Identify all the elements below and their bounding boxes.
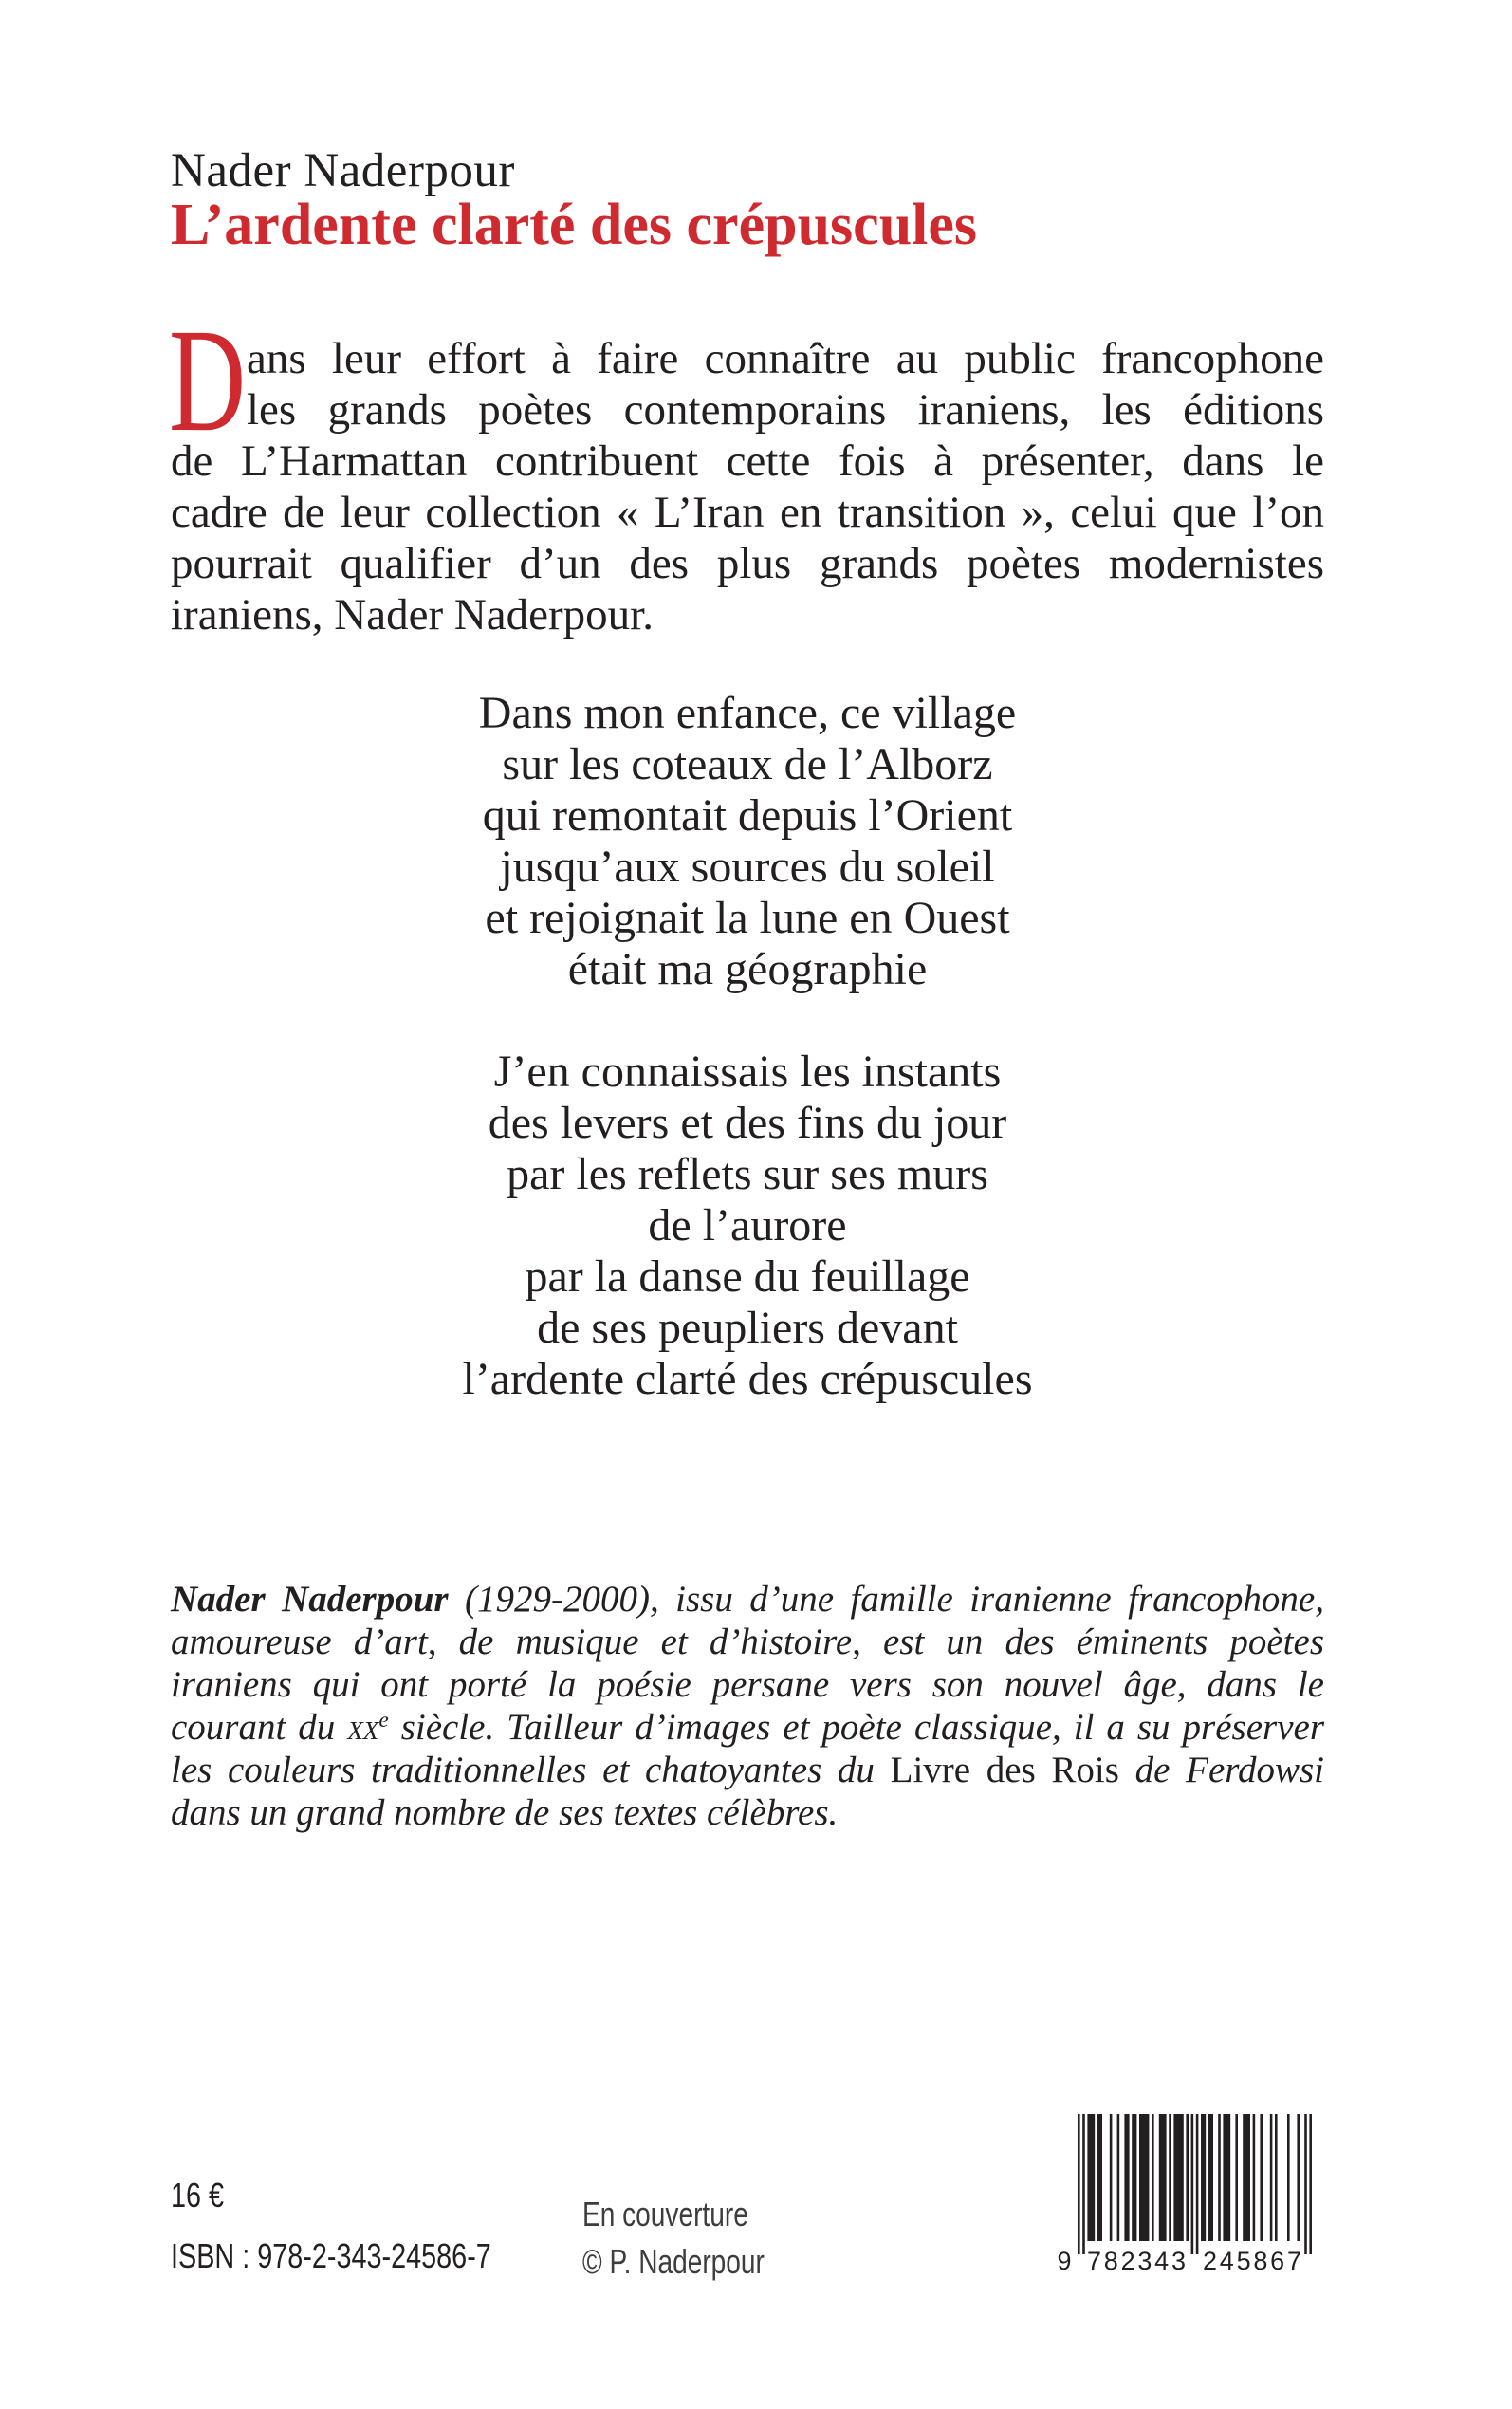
poem-line: qui remontait depuis l’Orient — [482, 790, 1013, 841]
barcode-bar — [1139, 2114, 1149, 2241]
barcode-digits-right: 245867 — [1203, 2247, 1301, 2275]
poem-line: des levers et des fins du jour — [488, 1098, 1007, 1148]
poem-line: sur les coteaux de l’Alborz — [502, 739, 993, 789]
barcode-bar — [1253, 2114, 1256, 2241]
bio-text: iraniens qui ont porté la poésie persane vers son nouvel âge, dans le — [171, 1664, 1324, 1705]
barcode-bar — [1169, 2114, 1171, 2241]
barcode-guard-bar — [1082, 2114, 1085, 2254]
bio-text: siècle. Tailleur d’images et poète classique, il a su préserver — [388, 1707, 1324, 1748]
poem-line: l’ardente clarté des crépuscules — [462, 1354, 1033, 1404]
intro-paragraph — [171, 333, 1324, 640]
barcode-bar — [1152, 2114, 1154, 2241]
isbn: ISBN : 978-2-343-24586-7 — [171, 2236, 491, 2275]
bio-text: de Ferdowsi — [1118, 1750, 1325, 1790]
barcode-bar — [1260, 2114, 1263, 2241]
barcode-bar — [1208, 2114, 1213, 2241]
barcode-bar — [1235, 2114, 1238, 2241]
book-reference: Livre des Rois — [890, 1750, 1119, 1790]
barcode-digit-first: 9 — [1057, 2247, 1072, 2275]
barcode-guard-bar — [1196, 2114, 1199, 2254]
century-numeral: xx — [347, 1707, 379, 1748]
barcode-bar — [1110, 2114, 1113, 2241]
barcode-bar — [1173, 2114, 1183, 2241]
barcode-bar — [1275, 2114, 1278, 2241]
barcode-guard-bar — [1191, 2114, 1194, 2254]
barcode-bar — [1218, 2114, 1221, 2241]
barcode-guard-bar — [1078, 2114, 1080, 2254]
intro-line: ans leur effort à faire connaître au public francophone — [247, 334, 1324, 383]
bio-line — [171, 1621, 1324, 1663]
barcode-guard-bar — [1304, 2114, 1307, 2254]
bio-line — [171, 1663, 1324, 1706]
barcode-bar — [1097, 2114, 1102, 2241]
barcode-bar — [1159, 2114, 1167, 2241]
price: 16 € — [171, 2176, 225, 2214]
intro-line: de L’Harmattan contribuent cette fois à présenter, dans le — [171, 436, 1324, 486]
intro-line: cadre de leur collection « L’Iran en transition », celui que l’on — [171, 488, 1324, 537]
author-name: Nader Naderpour — [171, 144, 515, 197]
bio-line — [171, 1706, 1324, 1749]
poem-stanza — [171, 688, 1324, 995]
bio-line — [171, 1791, 1324, 1834]
barcode — [1043, 2108, 1318, 2284]
poem-line: J’en connaissais les instants — [493, 1047, 1002, 1097]
poem-stanza — [171, 1047, 1324, 1405]
intro-line: pourrait qualifier d’un des plus grands poètes modernistes — [171, 539, 1324, 588]
book-title: L’ardente clarté des crépuscules — [171, 193, 978, 257]
cover-credit-label: En couverture — [582, 2195, 748, 2233]
bio-text: dans un grand nombre de ses textes célèbres. — [171, 1792, 839, 1833]
poem-line: était ma géographie — [567, 944, 928, 994]
bio-author-name: Nader Naderpour — [171, 1579, 449, 1620]
barcode-bar — [1087, 2114, 1095, 2241]
barcode-bar — [1132, 2114, 1136, 2241]
drop-cap: D — [169, 298, 247, 462]
barcode-bar — [1186, 2114, 1189, 2241]
poem-line: et rejoignait la lune en Ouest — [485, 893, 1010, 943]
barcode-guard-bar — [1309, 2114, 1312, 2254]
poem-line: Dans mon enfance, ce village — [478, 688, 1017, 738]
barcode-bar — [1297, 2114, 1300, 2241]
intro-line: iraniens, Nader Naderpour. — [171, 590, 654, 639]
barcode-bar — [1270, 2114, 1273, 2241]
cover-credit: © P. Naderpour — [582, 2242, 765, 2281]
poem-line: de l’aurore — [648, 1200, 847, 1251]
bio-text: (1929-2000), issu d’une famille iranienne francophone, — [448, 1579, 1324, 1620]
bio-text: amoureuse d’art, de musique et d’histoire, est un des éminents poètes — [171, 1621, 1324, 1662]
century-superscript: e — [378, 1708, 389, 1733]
bio-line — [171, 1578, 1324, 1621]
barcode-bar — [1201, 2114, 1206, 2241]
barcode-bar — [1223, 2114, 1230, 2241]
poem-line: jusqu’aux sources du soleil — [500, 842, 995, 892]
bio-line — [171, 1749, 1324, 1791]
bio-text: courant du — [171, 1707, 348, 1748]
intro-line: les grands poètes contemporains iraniens, les éditions — [247, 385, 1324, 435]
poem-line: par la danse du feuillage — [525, 1251, 970, 1302]
barcode-bar — [1124, 2114, 1129, 2241]
poem-line: de ses peupliers devant — [537, 1303, 958, 1353]
barcode-bar — [1243, 2114, 1250, 2241]
barcode-bar — [1117, 2114, 1120, 2241]
author-biography — [171, 1578, 1324, 1834]
bio-text: les couleurs traditionnelles et chatoyantes du — [171, 1750, 891, 1790]
barcode-bar — [1287, 2114, 1290, 2241]
poem-excerpt — [171, 688, 1324, 1456]
poem-line: par les reflets sur ses murs — [507, 1149, 988, 1199]
barcode-digits-left: 782343 — [1087, 2247, 1186, 2275]
